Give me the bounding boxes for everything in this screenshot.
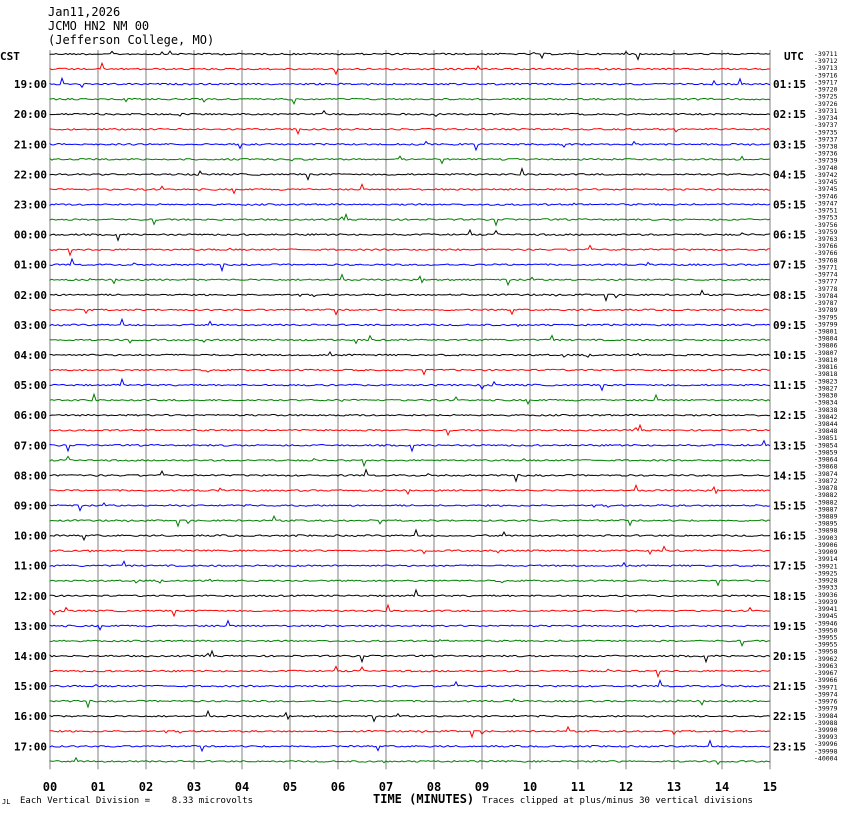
trace-count-label: -39763 xyxy=(814,235,838,243)
trace-18 xyxy=(50,309,770,315)
right-hour-label: 23:15 xyxy=(773,740,807,754)
trace-count-label: -39936 xyxy=(814,590,838,599)
left-hour-label: 21:00 xyxy=(13,138,47,152)
trace-14 xyxy=(50,245,770,255)
trace-count-label: -39738 xyxy=(814,142,838,151)
trace-count-label: -39933 xyxy=(814,583,838,592)
trace-count-label: -39974 xyxy=(814,690,838,699)
right-hour-label: 03:15 xyxy=(773,138,807,152)
trace-count-label: -39882 xyxy=(814,491,838,500)
trace-count-label: -39777 xyxy=(814,277,838,286)
trace-count-label: -39736 xyxy=(814,149,838,158)
trace-count-label: -39778 xyxy=(814,284,838,293)
trace-27 xyxy=(50,441,770,451)
x-tick-label: 13 xyxy=(666,780,682,794)
trace-count-label: -39818 xyxy=(814,370,838,379)
trace-16 xyxy=(50,275,770,285)
x-tick-label: 00 xyxy=(42,780,58,794)
right-hour-label: 13:15 xyxy=(773,439,807,453)
trace-count-label: -39801 xyxy=(814,327,838,336)
trace-count-label: -39921 xyxy=(814,562,838,571)
trace-count-label: -39784 xyxy=(814,291,838,300)
trace-count-label: -39795 xyxy=(814,313,838,322)
trace-count-label: -39874 xyxy=(814,469,838,478)
trace-count-label: -39895 xyxy=(814,519,838,528)
trace-28 xyxy=(50,456,770,466)
trace-count-label: -39914 xyxy=(814,555,838,564)
trace-count-label: -39804 xyxy=(814,334,838,343)
trace-17 xyxy=(50,290,770,300)
trace-count-label: -39731 xyxy=(814,106,838,115)
trace-count-label: -39712 xyxy=(814,57,838,66)
left-hour-label: 05:00 xyxy=(13,379,47,393)
trace-count-label: -39746 xyxy=(814,192,838,201)
plot-date: Jan11,2026 xyxy=(48,5,121,19)
trace-3 xyxy=(50,78,770,87)
right-hour-label: 19:15 xyxy=(773,619,807,633)
x-tick-label: 15 xyxy=(762,780,778,794)
trace-31 xyxy=(50,503,770,511)
trace-35 xyxy=(50,561,770,566)
trace-count-label: -39759 xyxy=(814,227,838,236)
trace-23 xyxy=(50,379,770,390)
trace-count-label: -39816 xyxy=(814,363,838,372)
trace-count-label: -39799 xyxy=(814,320,838,329)
trace-count-label: -39971 xyxy=(814,683,838,692)
trace-46 xyxy=(50,727,770,737)
trace-13 xyxy=(50,230,770,240)
trace-41 xyxy=(50,651,770,662)
trace-count-label: -39711 xyxy=(814,50,838,58)
x-tick-label: 01 xyxy=(90,780,106,794)
trace-36 xyxy=(50,579,770,585)
right-hour-label: 04:15 xyxy=(773,168,807,182)
trace-count-label: -39716 xyxy=(814,71,838,80)
trace-45 xyxy=(50,711,770,721)
trace-count-label: -39939 xyxy=(814,597,838,606)
right-hour-label: 01:15 xyxy=(773,78,807,92)
trace-count-label: -40004 xyxy=(814,754,838,763)
right-hour-label: 02:15 xyxy=(773,108,807,122)
trace-count-label: -39737 xyxy=(814,135,838,144)
trace-38 xyxy=(50,605,770,616)
left-hour-label: 02:00 xyxy=(13,288,47,302)
trace-25 xyxy=(50,414,770,416)
trace-5 xyxy=(50,111,770,117)
trace-count-label: -39906 xyxy=(814,541,838,549)
trace-12 xyxy=(50,214,770,225)
trace-count-label: -39868 xyxy=(814,462,838,471)
right-hour-label: 06:15 xyxy=(773,228,807,242)
trace-7 xyxy=(50,141,770,150)
right-timezone-label: UTC xyxy=(784,50,804,63)
left-hour-label: 12:00 xyxy=(13,589,47,603)
trace-count-label: -39717 xyxy=(814,78,838,87)
trace-count-label: -39950 xyxy=(814,626,838,635)
right-hour-label: 08:15 xyxy=(773,288,807,302)
trace-count-label: -39887 xyxy=(814,505,838,514)
trace-33 xyxy=(50,530,770,540)
trace-count-label: -39958 xyxy=(814,647,838,656)
trace-count-label: -39734 xyxy=(814,114,838,122)
trace-count-label: -39889 xyxy=(814,512,838,521)
trace-count-label: -39844 xyxy=(814,420,838,428)
left-hour-label: 01:00 xyxy=(13,258,47,272)
right-hour-label: 12:15 xyxy=(773,409,807,423)
trace-count-label: -39966 xyxy=(814,676,838,685)
left-hour-label: 17:00 xyxy=(13,740,47,754)
trace-count-label: -39928 xyxy=(814,576,838,585)
x-axis-title: TIME (MINUTES) xyxy=(373,792,475,806)
right-hour-label: 05:15 xyxy=(773,198,807,212)
right-hour-label: 09:15 xyxy=(773,318,807,332)
trace-2 xyxy=(50,63,770,74)
trace-29 xyxy=(50,470,770,482)
left-hour-label: 00:00 xyxy=(13,228,47,242)
trace-26 xyxy=(50,425,770,435)
trace-count-label: -39807 xyxy=(814,348,838,357)
trace-count-label: -39740 xyxy=(814,163,838,172)
trace-count-label: -39990 xyxy=(814,726,838,734)
trace-10 xyxy=(50,184,770,193)
trace-20 xyxy=(50,336,770,344)
trace-count-label: -39984 xyxy=(814,711,838,720)
left-hour-label: 04:00 xyxy=(13,349,47,362)
station-location: (Jefferson College, MO) xyxy=(48,33,215,47)
trace-count-label: -39988 xyxy=(814,718,838,727)
x-tick-label: 12 xyxy=(618,780,634,794)
trace-count-label: -39787 xyxy=(814,299,838,307)
x-tick-label: 07 xyxy=(378,780,394,794)
left-hour-label: 20:00 xyxy=(13,108,47,122)
right-hour-label: 20:15 xyxy=(773,650,807,663)
trace-count-label: -39766 xyxy=(814,249,838,258)
right-hour-label: 16:15 xyxy=(773,529,807,543)
left-hour-label: 15:00 xyxy=(13,680,47,694)
trace-30 xyxy=(50,485,770,494)
x-tick-label: 02 xyxy=(138,780,154,794)
trace-42 xyxy=(50,666,770,676)
trace-count-label: -39768 xyxy=(814,256,838,265)
trace-count-label: -39774 xyxy=(814,270,838,279)
trace-count-label: -39955 xyxy=(814,633,838,642)
trace-count-label: -39827 xyxy=(814,384,838,393)
trace-count-label: -39998 xyxy=(814,747,838,756)
trace-count-label: -39872 xyxy=(814,476,838,485)
x-tick-label: 10 xyxy=(522,780,538,794)
trace-count-label: -39993 xyxy=(814,733,838,742)
trace-count-label: -39945 xyxy=(814,612,838,621)
left-hour-label: 11:00 xyxy=(13,559,47,573)
right-hour-label: 21:15 xyxy=(773,680,807,694)
left-hour-label: 22:00 xyxy=(13,168,47,182)
x-tick-label: 04 xyxy=(234,780,250,794)
left-hour-label: 16:00 xyxy=(13,710,47,724)
trace-count-label: -39720 xyxy=(814,85,838,94)
trace-6 xyxy=(50,129,770,134)
trace-count-label: -39742 xyxy=(814,171,838,179)
left-hour-label: 19:00 xyxy=(13,78,47,92)
left-hour-label: 10:00 xyxy=(13,529,47,543)
trace-count-label: -39806 xyxy=(814,341,838,350)
trace-count-label: -39979 xyxy=(814,704,838,713)
trace-count-label: -39756 xyxy=(814,220,838,229)
trace-count-label: -39747 xyxy=(814,199,838,208)
x-tick-label: 11 xyxy=(570,780,586,794)
trace-39 xyxy=(50,621,770,630)
trace-count-label: -39996 xyxy=(814,740,838,749)
trace-15 xyxy=(50,259,770,271)
x-tick-label: 05 xyxy=(282,780,298,794)
trace-count-label: -39878 xyxy=(814,484,838,493)
trace-count-label: -39766 xyxy=(814,242,838,251)
trace-37 xyxy=(50,590,770,597)
left-hour-label: 08:00 xyxy=(13,469,47,483)
trace-count-label: -39735 xyxy=(814,128,838,137)
left-hour-label: 03:00 xyxy=(13,318,47,332)
trace-count-label: -39823 xyxy=(814,377,838,386)
x-tick-label: 14 xyxy=(714,780,730,794)
left-timezone-label: CST xyxy=(0,50,20,63)
trace-count-label: -39854 xyxy=(814,441,838,450)
right-hour-label: 14:15 xyxy=(773,469,807,483)
trace-count-label: -39830 xyxy=(814,391,838,400)
trace-8 xyxy=(50,156,770,163)
trace-count-label: -39903 xyxy=(814,533,838,542)
trace-count-label: -39745 xyxy=(814,178,838,187)
trace-count-label: -39963 xyxy=(814,661,838,670)
trace-count-label: -39851 xyxy=(814,434,838,443)
right-hour-label: 11:15 xyxy=(773,379,807,393)
trace-count-label: -39726 xyxy=(814,99,838,108)
trace-count-label: -39737 xyxy=(814,121,838,130)
trace-count-label: -39946 xyxy=(814,619,838,628)
trace-count-label: -39789 xyxy=(814,306,838,315)
trace-44 xyxy=(50,699,770,707)
trace-32 xyxy=(50,516,770,526)
trace-count-label: -39838 xyxy=(814,405,838,414)
right-hour-label: 15:15 xyxy=(773,499,807,513)
x-tick-label: 06 xyxy=(330,780,346,794)
trace-count-label: -39859 xyxy=(814,448,838,457)
x-tick-label: 08 xyxy=(426,780,442,794)
station-code: JCMO HN2 NM 00 xyxy=(48,19,150,33)
trace-count-label: -39925 xyxy=(814,569,838,578)
trace-11 xyxy=(50,203,770,205)
left-hour-label: 13:00 xyxy=(13,619,47,633)
trace-count-label: -39725 xyxy=(814,92,838,101)
trace-34 xyxy=(50,547,770,555)
trace-4 xyxy=(50,98,770,103)
x-tick-label: 03 xyxy=(186,780,202,794)
trace-count-label: -39898 xyxy=(814,526,838,535)
trace-9 xyxy=(50,169,770,180)
trace-40 xyxy=(50,640,770,646)
left-hour-label: 23:00 xyxy=(13,198,47,212)
trace-count-label: -39909 xyxy=(814,548,838,557)
left-hour-label: 06:00 xyxy=(13,409,47,423)
right-hour-label: 18:15 xyxy=(773,589,807,603)
trace-count-label: -39771 xyxy=(814,263,838,272)
left-hour-label: 07:00 xyxy=(13,439,47,453)
trace-19 xyxy=(50,319,770,326)
trace-count-label: -39713 xyxy=(814,64,838,73)
vertical-scale-note: Each Vertical Division = 8.33 microvolts xyxy=(20,796,253,806)
footer-mark: JL xyxy=(2,798,11,806)
trace-21 xyxy=(50,352,770,357)
trace-count-label: -39842 xyxy=(814,412,838,421)
trace-43 xyxy=(50,680,770,687)
trace-count-label: -39753 xyxy=(814,213,838,222)
trace-count-label: -39739 xyxy=(814,156,838,165)
trace-1 xyxy=(50,51,770,59)
left-hour-label: 09:00 xyxy=(13,499,47,513)
right-hour-label: 17:15 xyxy=(773,559,807,573)
trace-count-label: -39941 xyxy=(814,605,838,613)
trace-24 xyxy=(50,394,770,404)
trace-count-label: -39745 xyxy=(814,185,838,194)
trace-count-label: -39955 xyxy=(814,640,838,649)
trace-count-label: -39967 xyxy=(814,669,838,678)
trace-count-label: -39962 xyxy=(814,654,838,663)
trace-count-label: -39834 xyxy=(814,398,838,407)
trace-22 xyxy=(50,369,770,374)
trace-count-label: -39751 xyxy=(814,206,838,215)
x-tick-label: 09 xyxy=(474,780,490,794)
right-hour-label: 07:15 xyxy=(773,258,807,272)
trace-48 xyxy=(50,758,770,765)
left-hour-label: 14:00 xyxy=(13,650,47,663)
trace-count-label: -39864 xyxy=(814,455,838,464)
clip-note: Traces clipped at plus/minus 30 vertical divisions xyxy=(482,796,753,806)
right-hour-label: 10:15 xyxy=(773,349,807,362)
trace-47 xyxy=(50,741,770,751)
trace-count-label: -39810 xyxy=(814,356,838,364)
trace-count-label: -39976 xyxy=(814,697,838,706)
trace-count-label: -39848 xyxy=(814,427,838,436)
right-hour-label: 22:15 xyxy=(773,710,807,724)
trace-count-label: -39882 xyxy=(814,498,838,507)
